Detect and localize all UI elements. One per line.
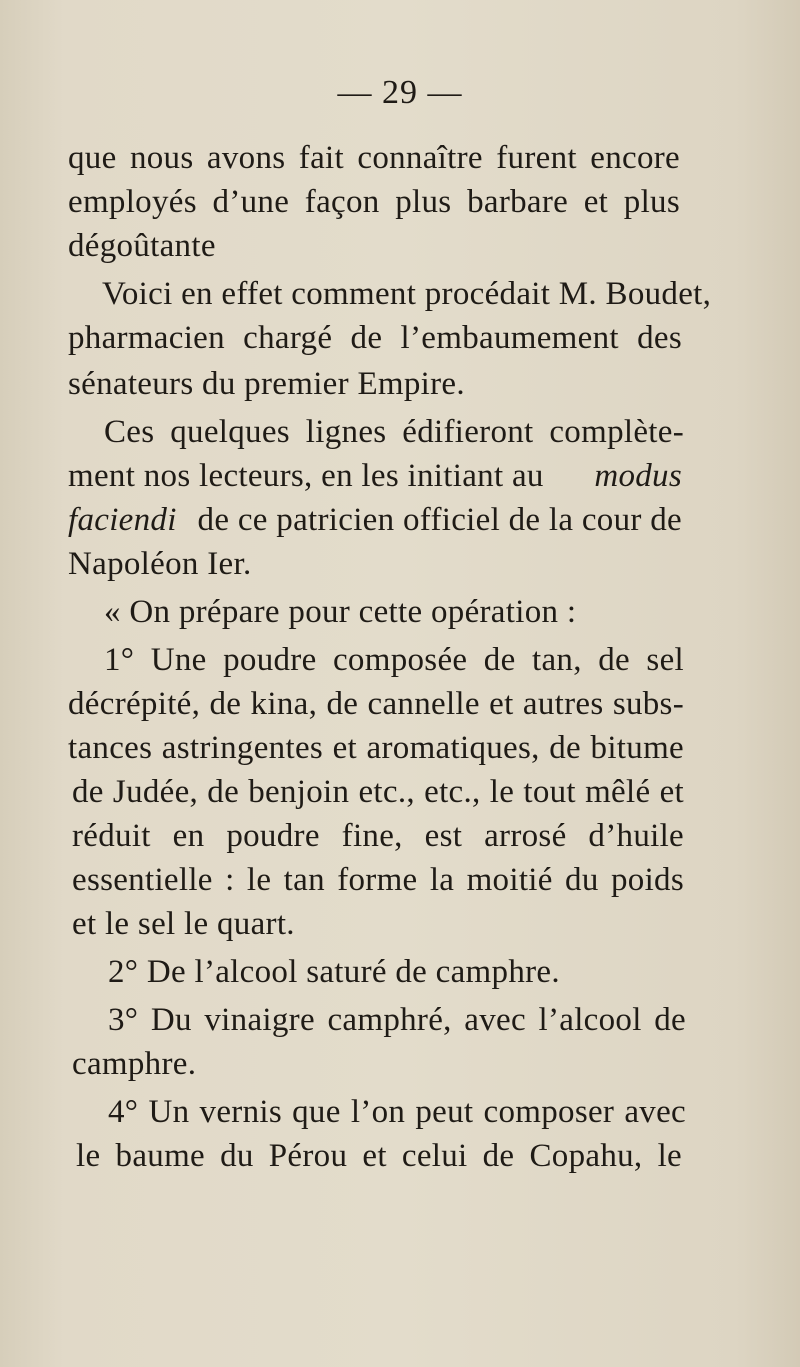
text-line: 2° De l’alcool saturé de camphre. — [108, 954, 560, 990]
text-line: « On prépare pour cette opération : — [104, 594, 577, 630]
text-line: 1° Une poudre composée de tan, de sel — [104, 642, 684, 678]
text-fragment: ment nos lecteurs, en les initiant au — [68, 458, 544, 494]
text-line: sénateurs du premier Empire. — [68, 366, 465, 402]
text-line: le baume du Pérou et celui de Copahu, le — [76, 1138, 682, 1174]
text-line: de Judée, de benjoin etc., etc., le tout mêlé et — [72, 774, 684, 810]
text-line — [68, 456, 682, 496]
latin-phrase: modus — [594, 458, 682, 494]
text-line: et le sel le quart. — [72, 906, 295, 942]
text-line: décrépité, de kina, de cannelle et autres subs- — [68, 686, 684, 722]
text-line: que nous avons fait connaître furent encore — [68, 140, 680, 176]
text-line: pharmacien chargé de l’embaumement des — [68, 320, 682, 356]
page-number: — 29 — — [337, 74, 463, 111]
text-line: tances astringentes et aromatiques, de bitume — [68, 730, 684, 766]
text-line: 3° Du vinaigre camphré, avec l’alcool de — [108, 1002, 686, 1038]
text-line: réduit en poudre fine, est arrosé d’huile — [72, 818, 684, 854]
text-line: dégoûtante — [68, 228, 216, 264]
text-line: camphre. — [72, 1046, 197, 1082]
text-line: employés d’une façon plus barbare et plus — [68, 184, 680, 220]
text-line: 4° Un vernis que l’on peut composer avec — [108, 1094, 686, 1130]
text-line — [68, 500, 682, 540]
text-line: Napoléon Ier. — [68, 546, 252, 582]
text-line: Ces quelques lignes édifieront complète- — [104, 414, 684, 450]
text-line: essentielle : le tan forme la moitié du poids — [72, 862, 684, 898]
latin-phrase: faciendi — [68, 502, 177, 538]
text-line: Voici en effet comment procédait M. Boudet, — [102, 276, 712, 312]
text-fragment: de ce patricien officiel de la cour de — [197, 502, 682, 538]
